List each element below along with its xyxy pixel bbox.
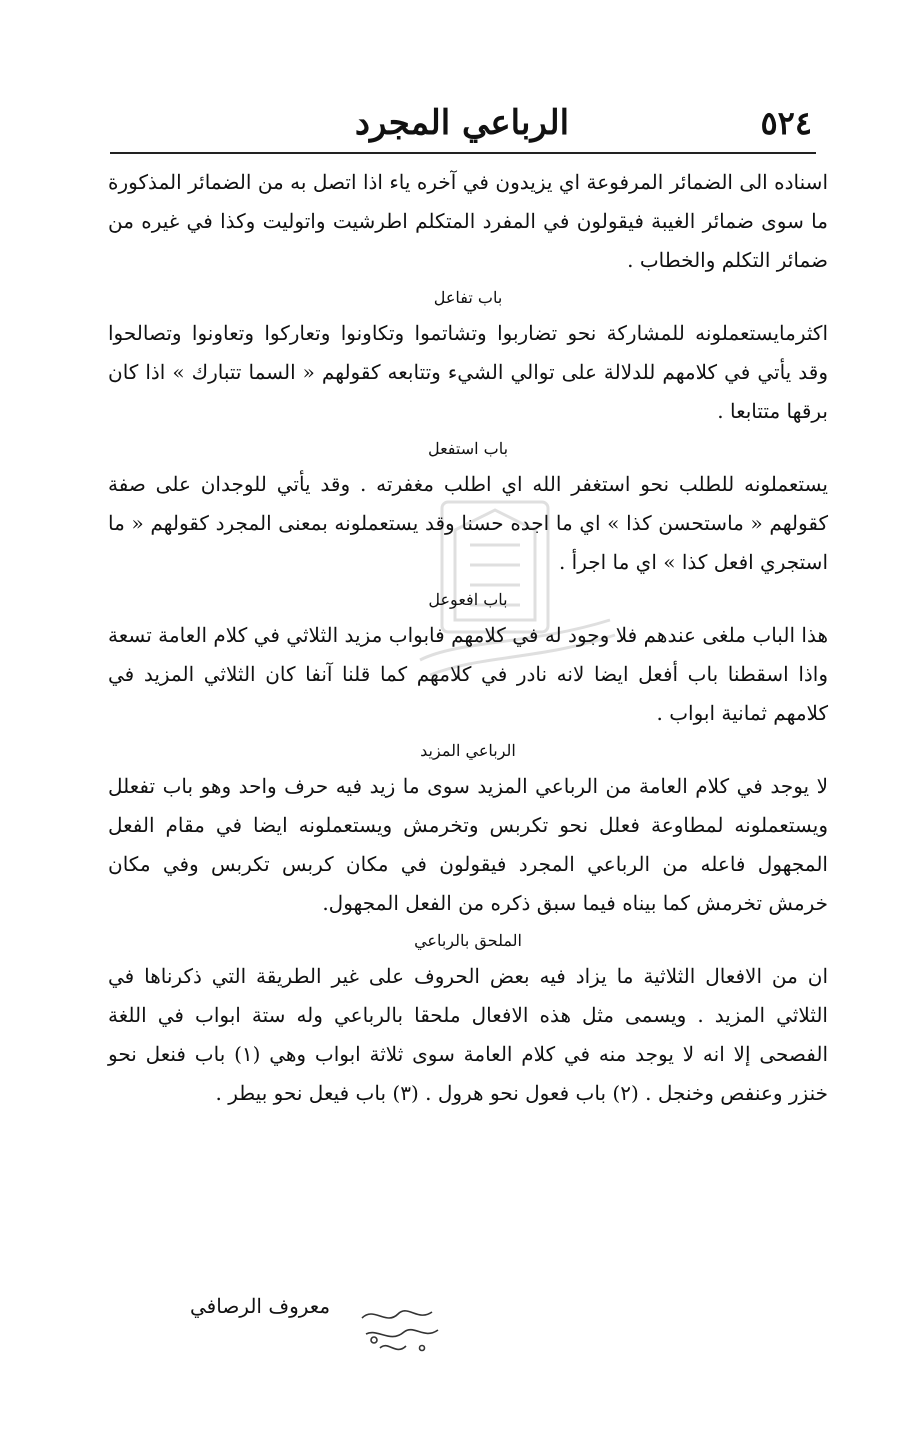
section-heading: الرباعي المزيد xyxy=(420,741,516,760)
header-rule xyxy=(110,152,816,154)
section-heading: باب افعوعل xyxy=(428,590,508,609)
page-header xyxy=(112,100,812,146)
body-paragraph: يستعملونه للطلب نحو استغفر الله اي اطلب مغفرته . وقد يأتي للوجدان على صفة كقولهم « ماستحسن كذا » اي ما اجده حسنا وقد يستعملونه بمعنى المجرد كقولهم « ما استجري افعل كذا » اي ما اجرأ . xyxy=(108,472,828,574)
author-signature: معروف الرصافي xyxy=(190,1294,331,1318)
section-heading: الملحق بالرباعي xyxy=(414,931,522,950)
section-heading: باب استفعل xyxy=(427,439,509,458)
body-paragraph: لا يوجد في كلام العامة من الرباعي المزيد سوى ما زيد فيه حرف واحد وهو باب تفعلل ويستعملونه لمطاوعة فعلل نحو تكربس وتخرمش ويستعملونه ايضا في مقام الفعل المجهول فاعله من الرباعي المجرد فيقولون في مكان كربس تكربس وفي مكان خرمش تخرمش كما بيناه فيما سبق ذكره من الفعل المجهول. xyxy=(108,774,828,915)
page-number: ٥٢٤ xyxy=(760,104,812,142)
article-body xyxy=(108,163,828,1113)
body-paragraph: اكثرمايستعملونه للمشاركة نحو تضاربوا وتشاتموا وتكاونوا وتعاركوا وتعاونوا وتصالحوا وقد يأتي في كلامهم للدلالة على توالي الشيء وتتابعه كقولهم « السما تتبارك » اذا كان برقها متتابعا . xyxy=(108,321,828,423)
body-paragraph: ان من الافعال الثلاثية ما يزاد فيه بعض الحروف على غير الطريقة التي ذكرناها في الثلاثي المزيد . ويسمى مثل هذه الافعال ملحقا بالرباعي وله ستة ابواب في اللغة الفصحى إلا انه لا يوجد منه في كلام العامة سوى ثلاثة ابواب وهي (١) باب فنعل نحو خنزر وعنفص وخنجل . (٢) باب فعول نحو هرول . (٣) باب فيعل نحو بيطر . xyxy=(108,964,829,1105)
section-heading: باب تفاعل xyxy=(433,288,503,307)
running-title: الرباعي المجرد xyxy=(354,103,570,143)
ink-stamp-icon xyxy=(352,1300,448,1360)
body-paragraph: اسناده الى الضمائر المرفوعة اي يزيدون في آخره ياء اذا اتصل به من الضمائر المذكورة ما سوى ضمائر الغيبة فيقولون في المفرد المتكلم اطرشيت واتوليت وكذا في غيره من ضمائر التكلم والخطاب . xyxy=(108,170,828,272)
body-paragraph: هذا الباب ملغى عندهم فلا وجود له في كلامهم فابواب مزيد الثلاثي في كلام العامة تسعة واذا اسقطنا باب أفعل ايضا لانه نادر في كلامهم كما قلنا آنفا كان الثلاثي المزيد في كلامهم ثمانية ابواب . xyxy=(108,623,828,725)
